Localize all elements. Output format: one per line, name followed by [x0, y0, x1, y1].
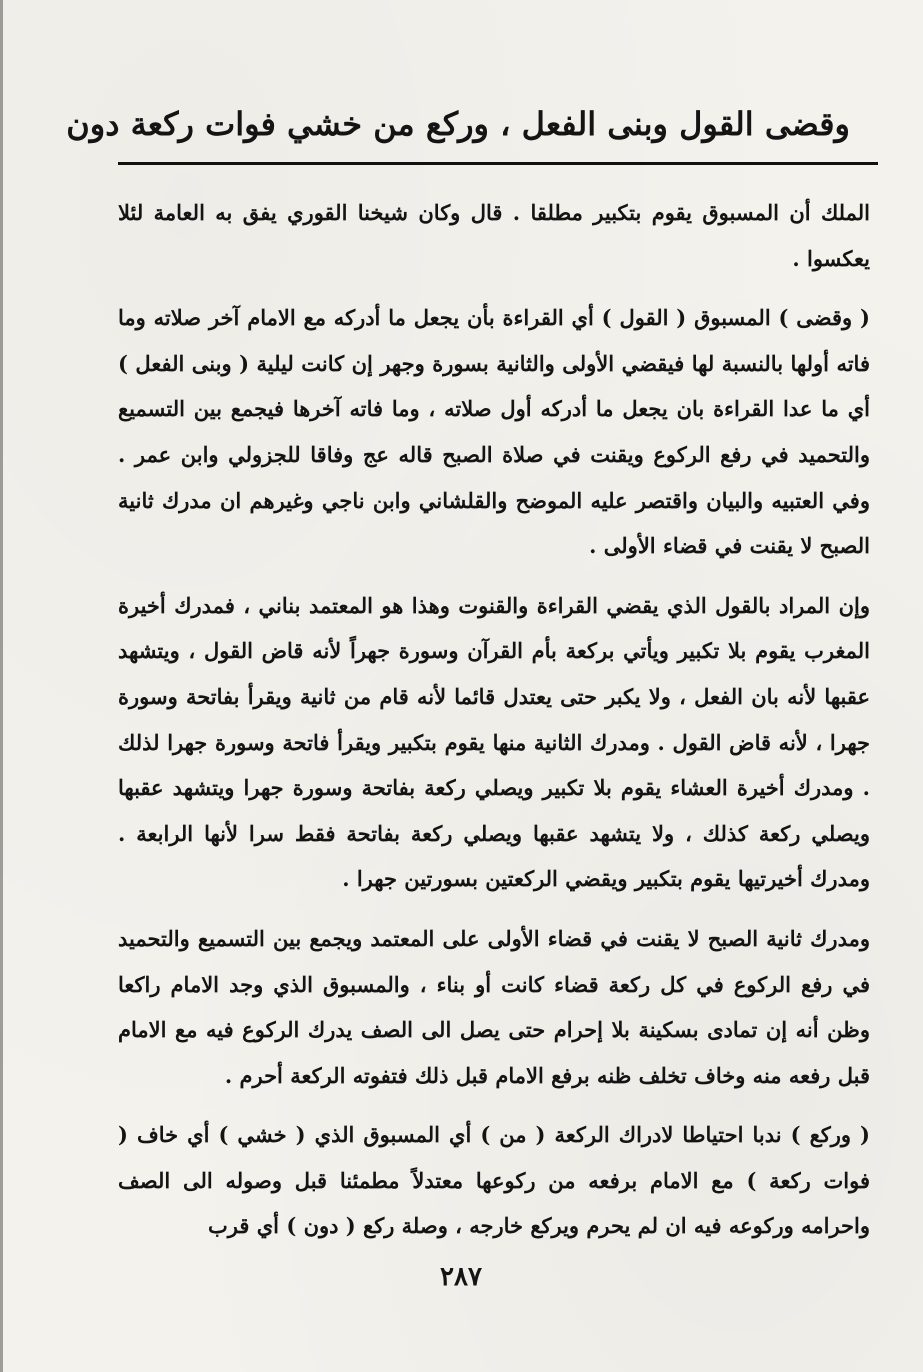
- paragraph: الملك أن المسبوق يقوم بتكبير مطلقا . قال وكان شيخنا القوري يفق به العامة لئلا يعكسوا .: [118, 200, 870, 271]
- paragraph: ( وركع ) ندبا احتياطا لادراك الركعة ( من ) أي المسبوق الذي ( خشي ) أي خاف ( فوات ركعة ) مع الامام برفعه من ركوعها معتدلاً مطمئنا قبل وصوله الى الصف واحرامه وركوعه فيه ان لم يحرم ويركع خارجه ، وصلة ركع ( دون ) أي قرب: [118, 1122, 870, 1239]
- paragraph: ومدرك ثانية الصبح لا يقنت في قضاء الأولى على المعتمد ويجمع بين التسميع والتحميد في رفع الركوع في كل ركعة قضاء كانت أو بناء ، والمسبوق الذي وجد الامام راكعا وظن أنه إن تمادى بسكينة بلا إحرام حتى يصل الى الصف يدرك الركوع فيه مع الامام قبل رفعه منه وخاف تخلف ظنه برفع الامام قبل ذلك فتفوته الركعة أحرم .: [118, 925, 870, 1088]
- commentary-body: [118, 190, 870, 1249]
- paragraph: وإن المراد بالقول الذي يقضي القراءة والقنوت وهذا هو المعتمد بناني ، فمدرك أخيرة المغرب يقوم بلا تكبير ويأتي بركعة بأم القرآن وسورة جهراً لأنه قاض القول ، ويتشهد عقبها لأنه بان الفعل ، ولا يكبر حتى يعتدل قائما لأنه قام من ثانية ويقرأ بفاتحة وسورة جهرا ، لأنه قاض القول . ومدرك الثانية منها يقوم بتكبير ويقرأ فاتحة وسورة جهرا لذلك . ومدرك أخيرة العشاء يقوم بلا تكبير ويصلي ركعة بفاتحة وسورة جهرا ويتشهد عقبها ويصلي ركعة كذلك ، ولا يتشهد عقبها ويصلي ركعة بفاتحة فقط سرا لأنها الرابعة . ومدرك أخيرتيها يقوم بتكبير ويقضي الركعتين بسورتين جهرا .: [118, 592, 870, 892]
- heading-divider: [118, 162, 878, 165]
- matn-verse-heading: وقضى القول وبنى الفعل ، وركع من خشي فوات ركعة دون: [66, 105, 850, 143]
- page-edge: [0, 0, 3, 1372]
- page-number: ٢٨٧: [440, 1262, 482, 1292]
- paragraph: ( وقضى ) المسبوق ( القول ) أي القراءة بأن يجعل ما أدركه مع الامام آخر صلاته وما فاته أولها بالنسبة لها فيقضي الأولى والثانية بسورة وجهر إن كانت ليلية ( وبنى الفعل ) أي ما عدا القراءة بان يجعل ما أدركه أول صلاته ، وما فاته آخرها فيجمع بين التسميع والتحميد في رفع الركوع ويقنت في صلاة الصبح قاله عج وفاقا للجزولي وابن عمر . وفي العتبيه والبيان واقتصر عليه الموضح والقلشاني وابن ناجي وغيرهم ان مدرك ثانية الصبح لا يقنت في قضاء الأولى .: [118, 305, 870, 559]
